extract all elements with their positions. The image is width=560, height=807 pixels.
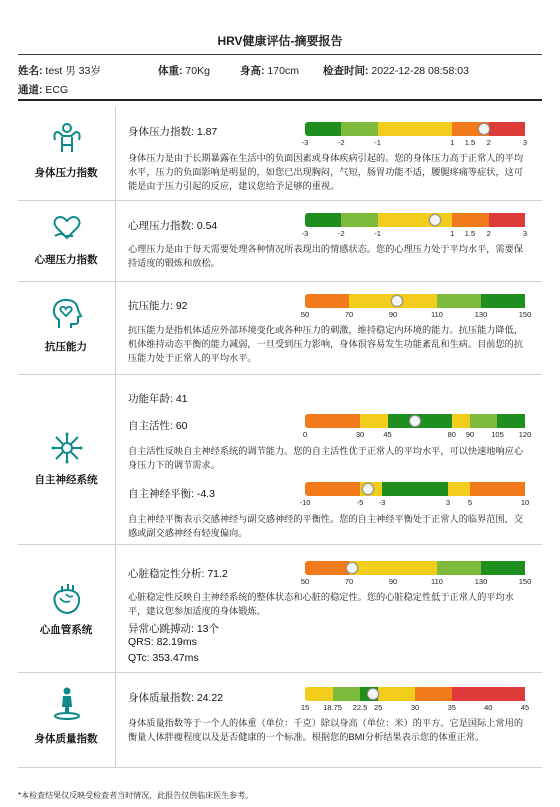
gauge-tick-label: 105 <box>491 430 504 439</box>
gauge-segment <box>470 482 525 496</box>
function-age: 功能年龄: 41 <box>128 393 188 405</box>
gauge-tick-label: 3 <box>445 498 451 507</box>
gauge-tick-label: 150 <box>518 577 532 586</box>
gauge-tick-label: 1 <box>450 229 455 238</box>
autonomic-activity-gauge <box>305 414 525 428</box>
gauge-tick-label: 90 <box>388 310 398 319</box>
gauge-marker <box>362 483 374 495</box>
autonomic-balance-metric: 自主神经平衡: -4.3 <box>128 488 215 500</box>
section-divider <box>18 672 542 673</box>
heart-stability-ticks <box>300 577 532 587</box>
gauge-tick-label: 45 <box>383 430 392 439</box>
gauge-tick-label: 3 <box>522 138 528 147</box>
gauge-tick-label: 150 <box>518 310 532 319</box>
gauge-tick-label: -3 <box>301 138 309 147</box>
section-divider <box>18 544 542 545</box>
bmi-metric: 身体质量指数: 24.22 <box>128 692 224 704</box>
gauge-segment <box>489 213 525 227</box>
report-title: HRV健康评估-摘要报告 <box>217 34 343 48</box>
gauge-tick-label: 80 <box>447 430 456 439</box>
gauge-tick-label: -2 <box>337 229 345 238</box>
mental-stress-gauge <box>305 213 525 227</box>
gauge-tick-label: 30 <box>410 703 420 712</box>
section-divider <box>18 374 542 375</box>
gauge-segment <box>378 122 453 136</box>
section-label-resistance: 抗压能力 <box>45 341 87 353</box>
gauge-segment <box>305 122 341 136</box>
gauge-tick-label: 1.5 <box>464 229 476 238</box>
heart-stability-metric: 心脏稳定性分析: 71.2 <box>128 568 228 580</box>
gauge-segment <box>448 482 470 496</box>
mental-stress-metric: 心理压力指数: 0.54 <box>128 220 218 232</box>
autonomic-activity-ticks <box>302 430 532 440</box>
gauge-tick-label: 1 <box>450 138 455 147</box>
gauge-marker <box>409 415 421 427</box>
bmi-ticks <box>300 703 530 713</box>
body-stress-description: 身体压力是由于长期暴露在生活中的负面因素或身体疾病引起的。您的身体压力高于正常人的平均水平，压力的负面影响是明显的，如您已出现胸闷，气短，肠胃功能不适，腰腿疼痛等症状，这可能是由于压力引起的反应，建议您给予足够的重视。 <box>128 153 524 191</box>
body-stress-ticks <box>301 138 528 148</box>
patient-weight: 体重: 70Kg <box>158 65 210 77</box>
gauge-segment <box>470 414 498 428</box>
qrs-value: QRS: 82.19ms <box>128 636 197 648</box>
gauge-tick-label: 35 <box>447 703 456 712</box>
gauge-tick-label: 3 <box>522 229 528 238</box>
autonomic-balance-description: 自主神经平衡表示交感神经与副交感神经的平衡性。您的自主神经平衡处于正常人的临界范围，交感或副交感神经有轻度偏向。 <box>128 514 524 538</box>
gauge-tick-label: 30 <box>355 430 365 439</box>
resistance-gauge <box>305 294 525 308</box>
section-label-ans: 自主神经系统 <box>34 474 98 486</box>
gauge-tick-label: -1 <box>374 138 381 147</box>
gauge-tick-label: 40 <box>484 703 493 712</box>
gauge-tick-label: 70 <box>344 577 354 586</box>
gauge-tick-label: 120 <box>518 430 532 439</box>
neuron-icon <box>49 430 85 466</box>
head-heart-icon <box>49 296 85 332</box>
section-label-cardio: 心血管系统 <box>39 624 93 636</box>
gauge-tick-label: 22.5 <box>352 703 368 712</box>
gauge-segment <box>360 414 388 428</box>
gauge-tick-label: 50 <box>300 577 310 586</box>
gauge-segment <box>481 561 525 575</box>
gauge-segment <box>378 213 453 227</box>
gauge-segment <box>452 687 489 701</box>
gauge-segment <box>305 294 349 308</box>
section-divider <box>18 281 542 282</box>
gauge-segment <box>452 213 470 227</box>
heart-hand-icon <box>49 210 85 246</box>
section-label-bmi: 身体质量指数 <box>34 733 98 745</box>
gauge-segment <box>341 213 377 227</box>
gauge-tick-label: 18.75 <box>323 703 342 712</box>
exam-time: 检查时间: 2022-12-28 08:58:03 <box>323 65 469 77</box>
bmi-description: 身体质量指数等于一个人的体重（单位：千克）除以身高（单位：米）的平方。它是国际上常用的衡量人体胖瘦程度以及是否健康的一个标准。根据您的BMI分析结果表示您的体重正常。 <box>128 718 524 742</box>
gauge-tick-label: -1 <box>374 229 381 238</box>
gauge-tick-label: 1.5 <box>464 138 476 147</box>
gauge-segment <box>341 122 377 136</box>
gauge-tick-label: 5 <box>467 498 473 507</box>
gauge-segment <box>305 561 349 575</box>
gauge-segment <box>437 294 481 308</box>
gauge-tick-label: 130 <box>474 577 488 586</box>
autonomic-activity-description: 自主活性反映自主神经系统的调节能力。您的自主活性优于正常人的平均水平，可以快速地响应心身压力下的调节需求。 <box>128 446 524 470</box>
gauge-tick-label: 45 <box>520 703 530 712</box>
gauge-segment <box>349 294 393 308</box>
gauge-tick-label: 90 <box>388 577 398 586</box>
section-divider <box>18 767 542 768</box>
resistance-description: 抗压能力是指机体适应外部环境变化或各种压力的刺激，维持稳定内环境的能力。抗压能力降低，机体维持动态平衡的能力减弱，一旦受到压力影响，身体很容易发生功能紊乱和生病。目前您的抗压能力处于正常人的平均水平。 <box>128 325 524 363</box>
gauge-tick-label: 15 <box>300 703 310 712</box>
header-top-rule <box>18 54 542 55</box>
body-stress-metric: 身体压力指数: 1.87 <box>128 126 218 138</box>
gauge-tick-label: -3 <box>301 229 309 238</box>
resistance-metric: 抗压能力: 92 <box>128 300 188 312</box>
gauge-tick-label: 110 <box>431 310 443 319</box>
gauge-segment <box>305 482 360 496</box>
gauge-tick-label: -3 <box>378 498 386 507</box>
footnote: *本检查结果仅反映受检查者当时情况，此报告仅供临床医生参考。 <box>18 791 254 800</box>
flexing-body-icon <box>49 120 85 156</box>
gauge-tick-label: -5 <box>356 498 364 507</box>
gauge-segment <box>382 482 448 496</box>
section-divider <box>18 200 542 201</box>
heart-stability-description: 心脏稳定性反映自主神经系统的整体状态和心脏的稳定性。您的心脏稳定性低于正常人的平均水平，建议您参加适度的身体锻炼。 <box>128 592 514 616</box>
patient-name: 姓名: test 男 33岁 <box>18 65 101 77</box>
header-bottom-rule <box>18 99 542 101</box>
gauge-segment <box>489 122 525 136</box>
patient-height: 身高: 170cm <box>240 65 299 77</box>
gauge-segment <box>437 561 481 575</box>
resistance-ticks <box>300 310 532 320</box>
gauge-tick-label: 10 <box>520 498 530 507</box>
gauge-tick-label: 2 <box>486 138 491 147</box>
gauge-segment <box>470 213 489 227</box>
gauge-tick-label: 2 <box>486 229 491 238</box>
autonomic-balance-gauge <box>305 482 525 496</box>
gauge-tick-label: 110 <box>431 577 443 586</box>
gauge-segment <box>415 687 452 701</box>
gauge-marker <box>478 123 490 135</box>
gauge-segment <box>305 687 333 701</box>
gauge-tick-label: 50 <box>300 310 310 319</box>
gauge-segment <box>481 294 525 308</box>
mental-stress-ticks <box>301 229 528 239</box>
bmi-gauge <box>305 687 525 701</box>
gauge-tick-label: 90 <box>465 430 475 439</box>
gauge-segment <box>488 687 525 701</box>
gauge-marker <box>346 562 358 574</box>
gauge-segment <box>393 561 437 575</box>
body-stress-gauge <box>305 122 525 136</box>
qtc-value: QTc: 353.47ms <box>128 652 199 664</box>
gauge-segment <box>333 687 361 701</box>
gauge-segment <box>497 414 525 428</box>
gauge-marker <box>367 688 379 700</box>
section-label-mental-stress: 心理压力指数 <box>34 254 98 266</box>
gauge-segment <box>378 687 415 701</box>
gauge-segment <box>452 414 470 428</box>
section-label-body-stress: 身体压力指数 <box>34 167 98 179</box>
person-scale-icon <box>49 685 85 721</box>
channel: 通道: ECG <box>18 84 69 96</box>
gauge-tick-label: -2 <box>337 138 345 147</box>
heart-organ-icon <box>49 580 85 616</box>
column-divider <box>115 107 116 767</box>
gauge-tick-label: 0 <box>302 430 308 439</box>
gauge-tick-label: 25 <box>374 703 383 712</box>
gauge-tick-label: 70 <box>344 310 354 319</box>
heart-stability-gauge <box>305 561 525 575</box>
gauge-segment <box>452 122 470 136</box>
ectopic-beats: 异常心跳搏动: 13个 <box>128 623 220 635</box>
gauge-segment <box>305 414 360 428</box>
mental-stress-description: 心理压力是由于每天需要处理各种情况所表现出的情感状态。您的心理压力处于平均水平，需要保持适度的锻炼和放松。 <box>128 244 524 268</box>
autonomic-activity-metric: 自主活性: 60 <box>128 420 188 432</box>
autonomic-balance-ticks <box>299 498 530 508</box>
gauge-tick-label: -10 <box>299 498 311 507</box>
gauge-segment <box>305 213 341 227</box>
gauge-tick-label: 130 <box>474 310 488 319</box>
